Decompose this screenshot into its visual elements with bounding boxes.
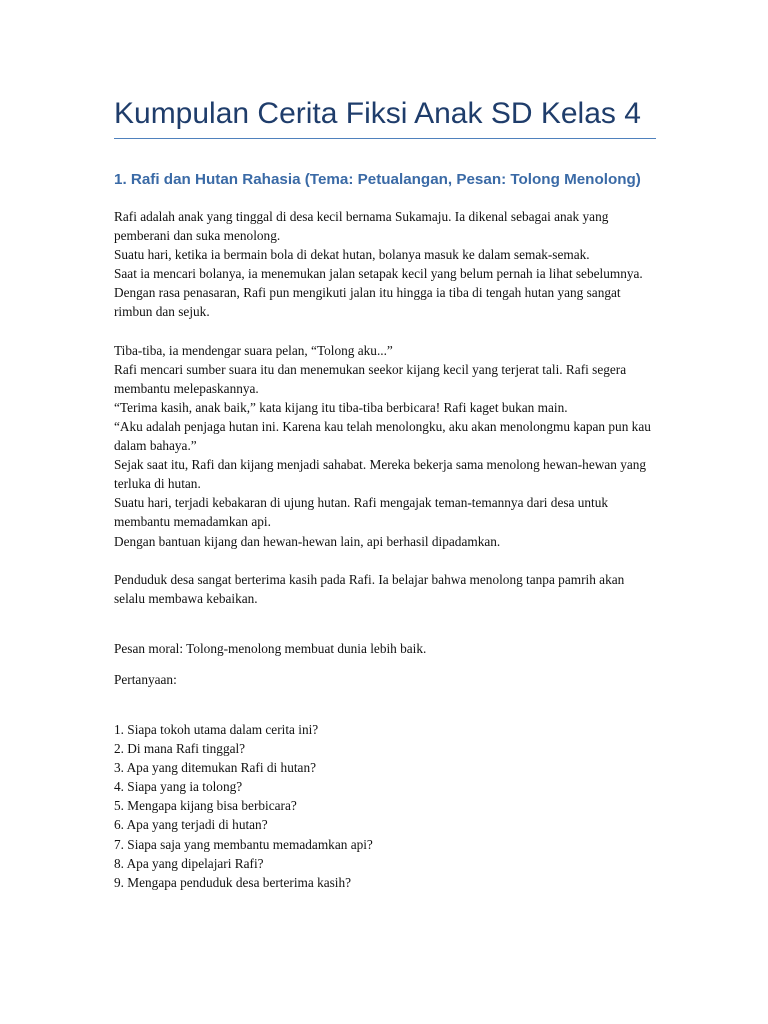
story-text [114, 207, 656, 892]
document-title: Kumpulan Cerita Fiksi Anak SD Kelas 4 [114, 94, 656, 139]
moral-message: Pesan moral: Tolong-menolong membuat dunia lebih baik. [114, 640, 427, 656]
question-item: 2. Di mana Rafi tinggal? [114, 741, 246, 757]
sentence: Saat ia mencari bolanya, ia menemukan jalan setapak kecil yang belum pernah ia lihat sebelumnya. [114, 266, 643, 282]
question-item: 1. Siapa tokoh utama dalam cerita ini? [114, 721, 319, 737]
sentence: Penduduk desa sangat berterima kasih pada Rafi. Ia belajar bahwa menolong tanpa pamrih akan selalu membawa kebaikan. [114, 571, 625, 606]
paragraph-1 [114, 207, 656, 322]
question-item: 5. Mengapa kijang bisa berbicara? [114, 798, 297, 814]
question-item: 3. Apa yang ditemukan Rafi di hutan? [114, 760, 316, 776]
question-item: 4. Siapa yang ia tolong? [114, 779, 243, 795]
sentence: “Terima kasih, anak baik,” kata kijang itu tiba-tiba berbicara! Rafi kaget bukan main. [114, 399, 568, 415]
story-heading: 1. Rafi dan Hutan Rahasia (Tema: Petualangan, Pesan: Tolong Menolong) [114, 171, 641, 188]
paragraph-3 [114, 570, 656, 608]
document-body [114, 94, 656, 892]
sentence: Dengan rasa penasaran, Rafi pun mengikuti jalan itu hingga ia tiba di tengah hutan yang sangat rimbun dan sejuk. [114, 285, 621, 320]
sentence: Tiba-tiba, ia mendengar suara pelan, “Tolong aku...” [114, 342, 393, 358]
sentence: Rafi adalah anak yang tinggal di desa kecil bernama Sukamaju. Ia dikenal sebagai anak yang pemberani dan suka menolong. [114, 209, 609, 244]
questions-label: Pertanyaan: [114, 671, 177, 687]
sentence: Sejak saat itu, Rafi dan kijang menjadi sahabat. Mereka bekerja sama menolong hewan-hewan yang terluka di hutan. [114, 457, 647, 492]
sentence: Dengan bantuan kijang dan hewan-hewan lain, api berhasil dipadamkan. [114, 533, 501, 549]
sentence: Suatu hari, terjadi kebakaran di ujung hutan. Rafi mengajak teman-temannya dari desa untuk membantu memadamkan api. [114, 495, 609, 530]
question-item: 9. Mengapa penduduk desa berterima kasih? [114, 874, 352, 890]
sentence: Rafi mencari sumber suara itu dan menemukan seekor kijang kecil yang terjerat tali. Rafi segera membantu melepaskannya. [114, 361, 627, 396]
question-item: 8. Apa yang dipelajari Rafi? [114, 855, 264, 871]
questions-list [114, 720, 656, 892]
question-item: 7. Siapa saja yang membantu memadamkan api? [114, 836, 373, 852]
sentence: “Aku adalah penjaga hutan ini. Karena kau telah menolongku, aku akan menolongmu kapan pun kau dalam bahaya.” [114, 418, 651, 454]
sentence: Suatu hari, ketika ia bermain bola di dekat hutan, bolanya masuk ke dalam semak-semak. [114, 247, 590, 263]
question-item: 6. Apa yang terjadi di hutan? [114, 817, 268, 833]
paragraph-2 [114, 341, 656, 551]
